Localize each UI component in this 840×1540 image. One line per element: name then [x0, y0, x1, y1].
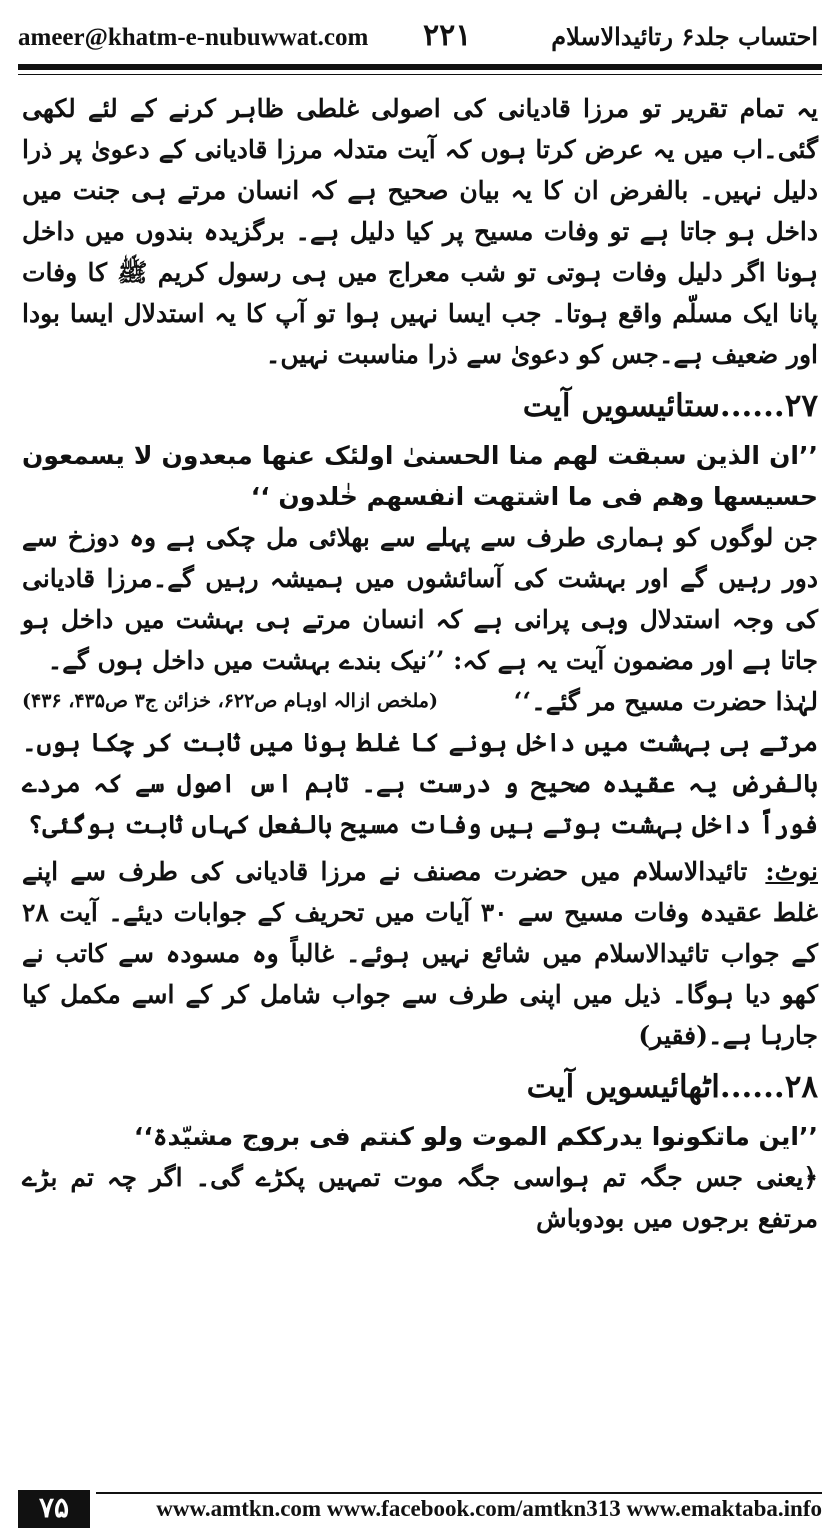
header-page-number: ۲۲۱: [423, 18, 472, 53]
header-thick-rule: [18, 64, 822, 70]
footer-links: www.amtkn.com www.facebook.com/amtkn313 www.emaktaba.info: [156, 1496, 822, 1521]
paragraph-rebuttal: مرتے ہی بہشت میں داخل ہونے کا غلط ہونا میں ثابت کر چکا ہوں۔ بالفرض یہ عقیدہ صحیح و درست ہے۔ تاہم اس اصول سے کہ مردے فوراً داخل بہشت ہوتے ہیں وفات مسیح بالفعل کہاں ثابت ہوگئی؟: [22, 728, 818, 839]
header-thin-rule: [18, 74, 822, 75]
paragraph-intro: یہ تمام تقریر تو مرزا قادیانی کی اصولی غلطی ظاہر کرنے کے لئے لکھی گئی۔اب میں یہ عرض کرتا ہوں کہ آیت متدلہ مرزا قادیانی کے دعویٰ پر ذرا دلیل نہیں۔ بالفرض ان کا یہ بیان صحیح ہے کہ انسان مرتے ہی جنت میں داخل ہو جاتا ہے تو وفات مسیح پر کیا دلیل ہے۔ برگزیدہ بندوں میں داخل ہونا اگر دلیل وفات ہوتی تو شب معراج میں ہی رسول کریم ﷺ کا وفات پانا ایک مسلّم واقع ہوتا۔ جب ایسا نہیں ہوا تو آپ کا یہ استدلال ایسا بودا اور ضعیف ہے۔جس کو دعویٰ سے ذرا مناسبت نہیں۔: [22, 94, 818, 369]
note-text: تائیدالاسلام میں حضرت مصنف نے مرزا قادیانی کی طرف سے اپنے غلط عقیدہ وفات مسیح سے ۳۰ آیات میں تحریف کے جوابات دیئے۔ آیت ۲۸ کے جواب تائیدالاسلام میں شائع نہیں ہوئے۔ غالباً وہ مسودہ سے کاتب نے کھو دیا ہوگا۔ ذیل میں اپنی طرف سے جواب شامل کر کے اسے مکمل کیا جارہا ہے۔(فقیر): [22, 857, 818, 1050]
citation-reference: (ملخص ازالہ اوہام ص۶۲۲، خزائن ج۳ ص۴۳۵، ۴۳۶): [22, 690, 438, 712]
arabic-verse-27: ’’ان الذین سبقت لھم منا الحسنیٰ اولئک عنھا مبعدون لا یسمعون حسیسھا وھم فی ما اشتھت انفسھم خٰلدون ‘‘: [22, 441, 818, 511]
citation-line: [22, 681, 818, 722]
header-email: ameer@khatm-e-nubuwwat.com: [18, 24, 369, 51]
heading-verse-28: ۲۸......اٹھائیسویں آیت: [526, 1069, 818, 1105]
note-label: نوٹ:: [765, 857, 818, 886]
page-header: [18, 14, 822, 62]
arabic-verse-28: ’’این ماتکونوا یدرککم الموت ولو کنتم فی بروج مشیّدۃ‘‘: [133, 1122, 818, 1151]
page-footer: [18, 1490, 822, 1530]
paragraph-verse-28-translation: ﴿یعنی جس جگہ تم ہواسی جگہ موت تمہیں پکڑے گی۔ اگر چہ تم بڑے مرتفع برجوں میں بودوباش: [22, 1163, 818, 1233]
header-book-title: احتساب جلد۶ رتائیدالاسلام: [551, 22, 818, 51]
page-body: [22, 88, 818, 1239]
footer-rule: [96, 1492, 822, 1494]
footer-sheet-number: ۷۵: [18, 1490, 90, 1528]
note-paragraph: [22, 851, 818, 1056]
heading-verse-27: ۲۷......ستائیسویں آیت: [522, 388, 818, 424]
paragraph-conclusion: لہٰذا حضرت مسیح مر گئے۔‘‘: [513, 687, 818, 716]
paragraph-verse-27-explanation: جن لوگوں کو ہماری طرف سے پہلے سے بھلائی مل چکی ہے وہ دوزخ سے دور رہیں گے اور بہشت کی آسائشوں میں ہمیشہ رہیں گے۔مرزا قادیانی کی وجہ استدلال وہی پرانی ہے کہ انسان مرتے ہی بہشت میں داخل ہو جاتا ہے اور مضمون آیت یہ ہے کہ: ’’نیک بندے بہشت میں داخل ہوں گے۔: [22, 523, 818, 675]
